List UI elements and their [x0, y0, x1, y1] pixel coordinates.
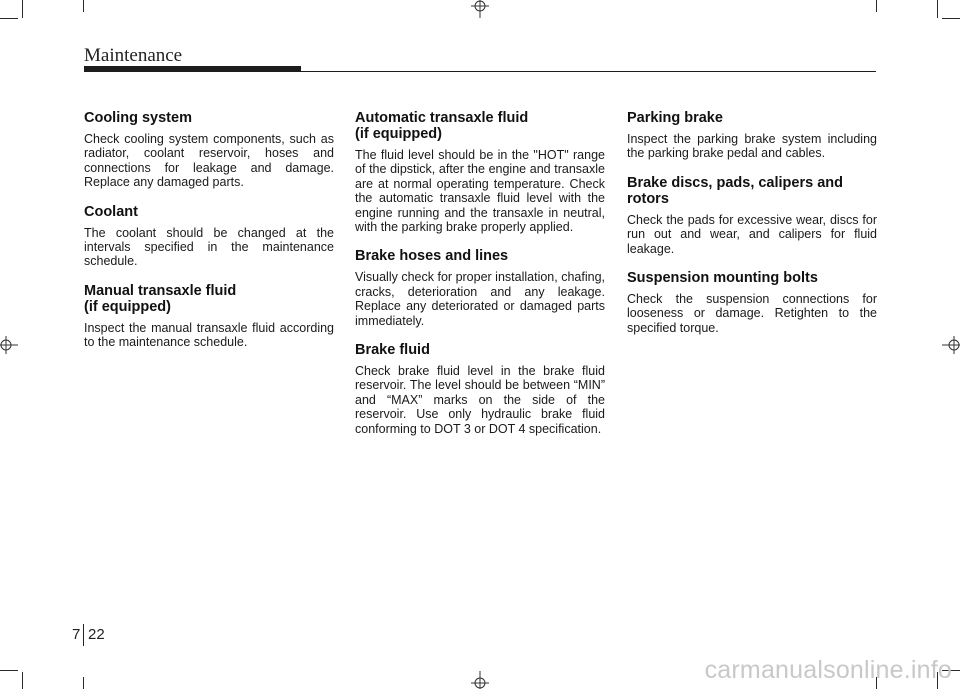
crop-mark — [0, 18, 18, 19]
registration-mark-icon — [471, 671, 489, 689]
section-heading: Parking brake — [627, 110, 723, 126]
section-body: Check cooling system components, such as radiator, coolant reservoir, hoses and connections for leakage and damage. Replace any damaged parts. — [84, 132, 334, 190]
page-number-value: 22 — [88, 626, 105, 643]
section-heading: Coolant — [84, 203, 138, 220]
crop-mark — [942, 18, 960, 19]
section-body: Inspect the parking brake system including the parking brake pedal and cables. — [627, 132, 877, 161]
registration-mark-icon — [0, 336, 18, 354]
section-heading: Cooling system — [84, 110, 192, 126]
crop-mark — [83, 677, 84, 689]
section — [84, 283, 334, 350]
crop-mark — [937, 0, 938, 18]
text-column-2 — [355, 110, 605, 450]
registration-mark-icon — [942, 336, 960, 354]
text-column-3 — [627, 110, 877, 349]
crop-mark — [22, 672, 23, 689]
section-heading: Brake fluid — [355, 342, 430, 359]
page-number-divider — [83, 624, 84, 646]
crop-mark — [0, 670, 18, 671]
section — [355, 248, 605, 328]
header-rule-thick — [84, 66, 301, 72]
section — [84, 204, 334, 269]
section-body: The coolant should be changed at the intervals specified in the maintenance schedule. — [84, 225, 334, 269]
section-heading: Suspension mounting bolts — [627, 270, 818, 287]
crop-mark — [83, 0, 84, 12]
page-header-title: Maintenance — [84, 45, 183, 66]
section — [627, 270, 877, 335]
crop-mark — [22, 0, 23, 18]
text-column-1 — [84, 110, 334, 364]
section-heading: Automatic transaxle fluid (if equipped) — [355, 110, 529, 142]
section-body: The fluid level should be in the "HOT" range of the dipstick, after the engine and transaxle are at normal operating temperature. Check the automatic transaxle fluid level with the engine running and the transaxle in neutral, with the parking brake properly applied. — [355, 148, 605, 235]
watermark-text: carmanualsonline.info — [704, 656, 952, 684]
section-body: Check the suspension connections for looseness or damage. Retighten to the specified torque. — [627, 292, 877, 335]
section-body: Check brake fluid level in the brake fluid reservoir. The level should be between “MIN” and “MAX” marks on the side of the reservoir. Use only hydraulic brake fluid conforming to DOT 3 or DOT 4 specification. — [355, 364, 605, 436]
registration-mark-icon — [471, 0, 489, 18]
section-heading: Brake hoses and lines — [355, 248, 509, 265]
section-body: Inspect the manual transaxle fluid according to the maintenance schedule. — [84, 320, 334, 350]
section — [84, 110, 334, 190]
header-rule-thin — [300, 71, 876, 72]
crop-mark — [876, 0, 877, 12]
section-heading: Brake discs, pads, calipers and rotors — [627, 174, 843, 207]
section — [355, 110, 605, 234]
section-body: Check the pads for excessive wear, discs for run out and wear, and calipers for fluid leakage. — [627, 212, 877, 256]
chapter-number: 7 — [72, 626, 81, 643]
section-body: Visually check for proper installation, chafing, cracks, deterioration and any leakage. Replace any deteriorated or damaged parts immediately. — [355, 270, 605, 328]
section — [355, 342, 605, 436]
section-heading: Manual transaxle fluid (if equipped) — [84, 282, 237, 315]
section — [627, 175, 877, 256]
section — [627, 110, 877, 161]
